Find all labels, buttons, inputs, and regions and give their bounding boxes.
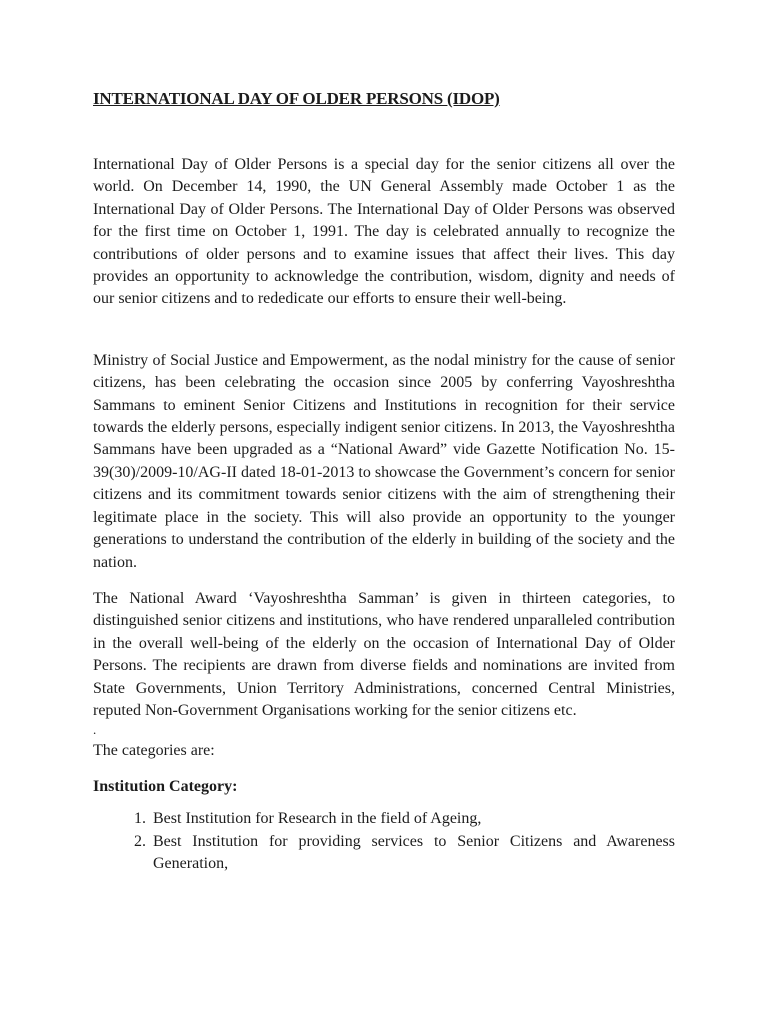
institution-category-heading: Institution Category:	[93, 777, 238, 795]
list-item-research-ageing: 1. Best Institution for Research in the field of Ageing,	[150, 808, 675, 830]
paragraph-idop-intro: International Day of Older Persons is a special day for the senior citizens all over the world. On December 14, 1990, the UN General Assembly made October 1 as the International Day of Older Persons. The International Day of Older Persons was observed for the first time on October 1, 1991. The day is celebrated annually to recognize the contributions of older persons and to examine issues that affect their lives. This day provides an opportunity to acknowledge the contribution, wisdom, dignity and needs of our senior citizens and to rededicate our efforts to ensure their well-being.	[93, 156, 675, 308]
paragraph-ministry: Ministry of Social Justice and Empowerment, as the nodal ministry for the cause of senior citizens, has been celebrating the occasion since 2005 by conferring Vayoshreshtha Sammans to eminent Senior Citizens and Institutions in recognition for their service towards the elderly persons, especially indigent senior citizens. In 2013, the Vayoshreshtha Sammans have been upgraded as a “National Award” vide Gazette Notification No. 15-39(30)/2009-10/AG-II dated 18-01-2013 to showcase the Government’s concern for senior citizens and its commitment towards senior citizens with the aim of strengthening their legitimate place in the society. This will also provide an opportunity to the younger generations to understand the contribution of the elderly in building of the society and the nation.	[93, 351, 675, 571]
document-title: INTERNATIONAL DAY OF OLDER PERSONS (IDOP)	[93, 89, 500, 108]
categories-intro-line: The categories are:	[93, 742, 215, 760]
paragraph-national-award: The National Award ‘Vayoshreshtha Samman’ is given in thirteen categories, to distinguished senior citizens and institutions, who have rendered unparalleled contribution in the overall well-being of the elderly on the occasion of International Day of Older Persons. The recipients are drawn from diverse fields and nominations are invited from State Governments, Union Territory Administrations, concerned Central Ministries, reputed Non-Government Organisations working for the senior citizens etc.	[93, 589, 675, 719]
institution-category-list	[93, 808, 675, 875]
list-item-services-awareness: 2. Best Institution for providing services to Senior Citizens and Awareness Generation,	[150, 831, 675, 876]
stray-period-mark: .	[93, 722, 97, 738]
